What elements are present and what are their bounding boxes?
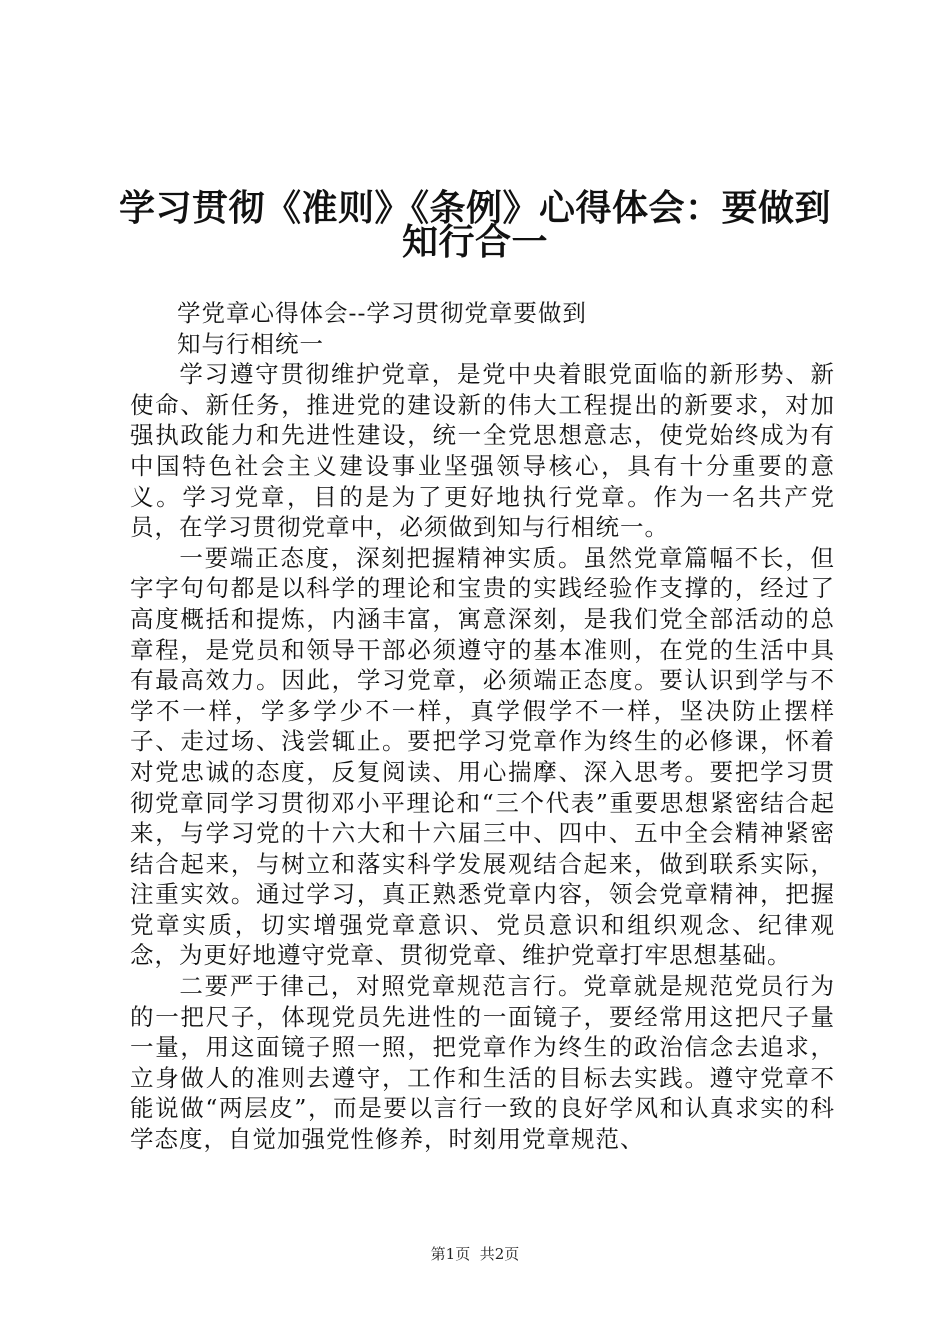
document-body: [130, 298, 835, 1155]
paragraph-2: 一要端正态度，深刻把握精神实质。虽然党章篇幅不长，但字字句句都是以科学的理论和宝贵的实践经验作支撑的，经过了高度概括和提炼，内涵丰富，寓意深刻，是我们党全部活动的总章程，是党员和领导干部必须遵守的基本准则，在党的生活中具有最高效力。因此，学习党章，必须端正态度。要认识到学与不学不一样，学多学少不一样，真学假学不一样，坚决防止摆样子、走过场、浅尝辄止。要把学习党章作为终生的必修课，怀着对党忠诚的态度，反复阅读、用心揣摩、深入思考。要把学习贯彻党章同学习贯彻邓小平理论和“三个代表”重要思想紧密结合起来，与学习党的十六大和十六届三中、四中、五中全会精神紧密结合起来，与树立和落实科学发展观结合起来，做到联系实际，注重实效。通过学习，真正熟悉党章内容，领会党章精神，把握党章实质，切实增强党章意识、党员意识和组织观念、纪律观念，为更好地遵守党章、贯彻党章、维护党章打牢思想基础。: [130, 543, 835, 970]
paragraph-3: 二要严于律己，对照党章规范言行。党章就是规范党员行为的一把尺子，体现党员先进性的一面镜子，要经常用这把尺子量一量，用这面镜子照一照，把党章作为终生的政治信念去追求，立身做人的准则去遵守，工作和生活的目标去实践。遵守党章不能说做“两层皮”，而是要以言行一致的良好学风和认真求实的科学态度，自觉加强党性修养，时刻用党章规范、: [130, 972, 835, 1154]
document-title-line-2: 知行合一: [401, 222, 548, 263]
document-title-line-1: 学习贯彻《准则》《条例》心得体会：要做到: [118, 188, 831, 229]
page-number-total: 共2页: [479, 1245, 520, 1263]
page-number-current: 第1页: [430, 1245, 471, 1263]
subtitle-line-1: 学党章心得体会--学习贯彻党章要做到: [177, 299, 587, 327]
paragraph-1: 学习遵守贯彻维护党章，是党中央着眼党面临的新形势、新使命、新任务，推进党的建设新的伟大工程提出的新要求，对加强执政能力和先进性建设，统一全党思想意志，使党始终成为有中国特色社会主义建设事业坚强领导核心，具有十分重要的意义。学习党章，目的是为了更好地执行党章。作为一名共产党员，在学习贯彻党章中，必须做到知与行相统一。: [130, 360, 835, 542]
page-footer: [0, 1244, 950, 1264]
subtitle-line-2: 知与行相统一: [177, 329, 324, 358]
